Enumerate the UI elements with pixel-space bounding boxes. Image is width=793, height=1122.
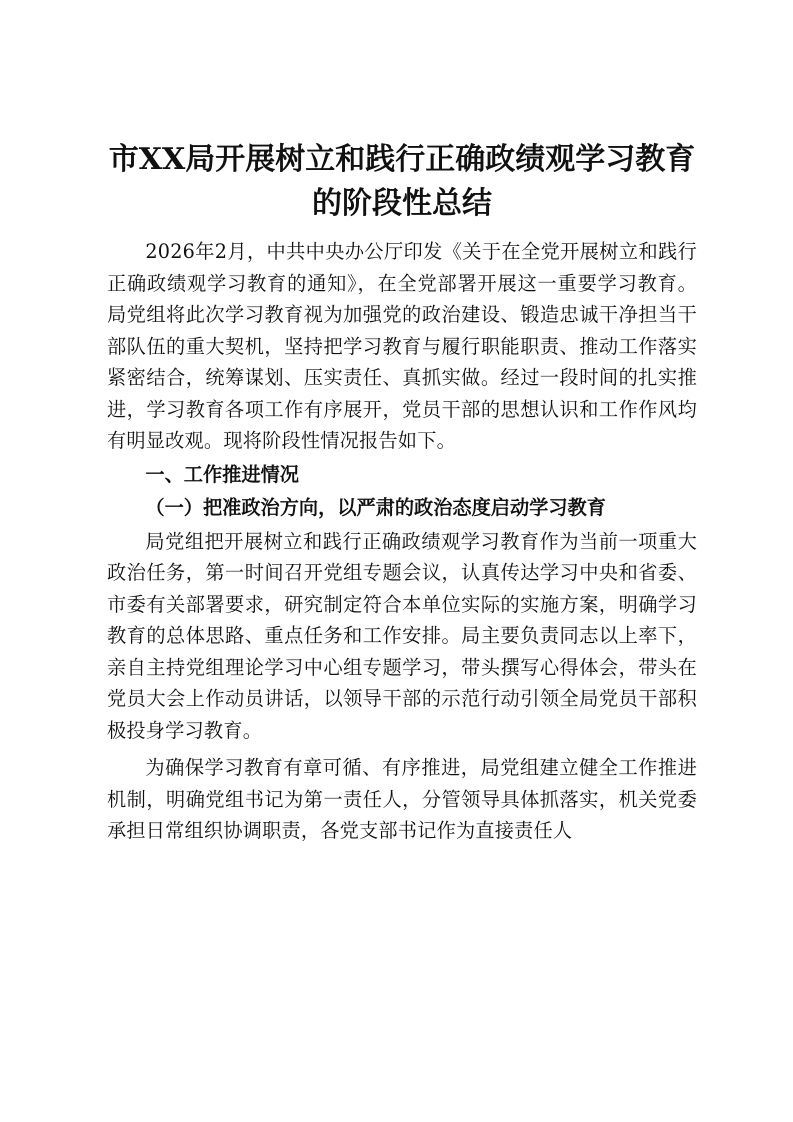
title-line-2: 的阶段性总结 bbox=[312, 186, 492, 221]
title-line-1: 市XX局开展树立和践行正确政绩观学习教育 bbox=[108, 142, 696, 177]
intro-paragraph: 2026年2月，中共中央办公厅印发《关于在全党开展树立和践行正确政绩观学习教育的通知》，在全党部署开展这一重要学习教育。局党组将此次学习教育视为加强党的政治建设、锻造忠诚干净担当干部队伍的重大契机，坚持把学习教育与履行职能职责、推动工作落实紧密结合，统筹谋划、压实责任、真抓实做。经过一段时间的扎实推进，学习教育各项工作有序展开，党员干部的思想认识和工作作风均有明显改观。现将阶段性情况报告如下。 bbox=[107, 240, 697, 452]
body-paragraph-2: 为确保学习教育有章可循、有序推进，局党组建立健全工作推进机制，明确党组书记为第一责任人，分管领导具体抓落实，机关党委承担日常组织协调职责，各党支部书记作为直接责任人 bbox=[107, 756, 697, 842]
section-heading-1: 一、工作推进情况 bbox=[145, 462, 299, 486]
body-paragraph-1: 局党组把开展树立和践行正确政绩观学习教育作为当前一项重大政治任务，第一时间召开党组专题会议，认真传达学习中央和省委、市委有关部署要求，研究制定符合本单位实际的实施方案，明确学习教育的总体思路、重点任务和工作安排。局主要负责同志以上率下，亲自主持党组理论学习中心组专题学习，带头撰写心得体会，带头在党员大会上作动员讲话，以领导干部的示范行动引领全局党员干部积极投身学习教育。 bbox=[107, 529, 697, 742]
subsection-heading-1: （一）把准政治方向，以严肃的政治态度启动学习教育 bbox=[145, 496, 606, 519]
document-page bbox=[107, 138, 697, 847]
document-title bbox=[107, 138, 697, 226]
